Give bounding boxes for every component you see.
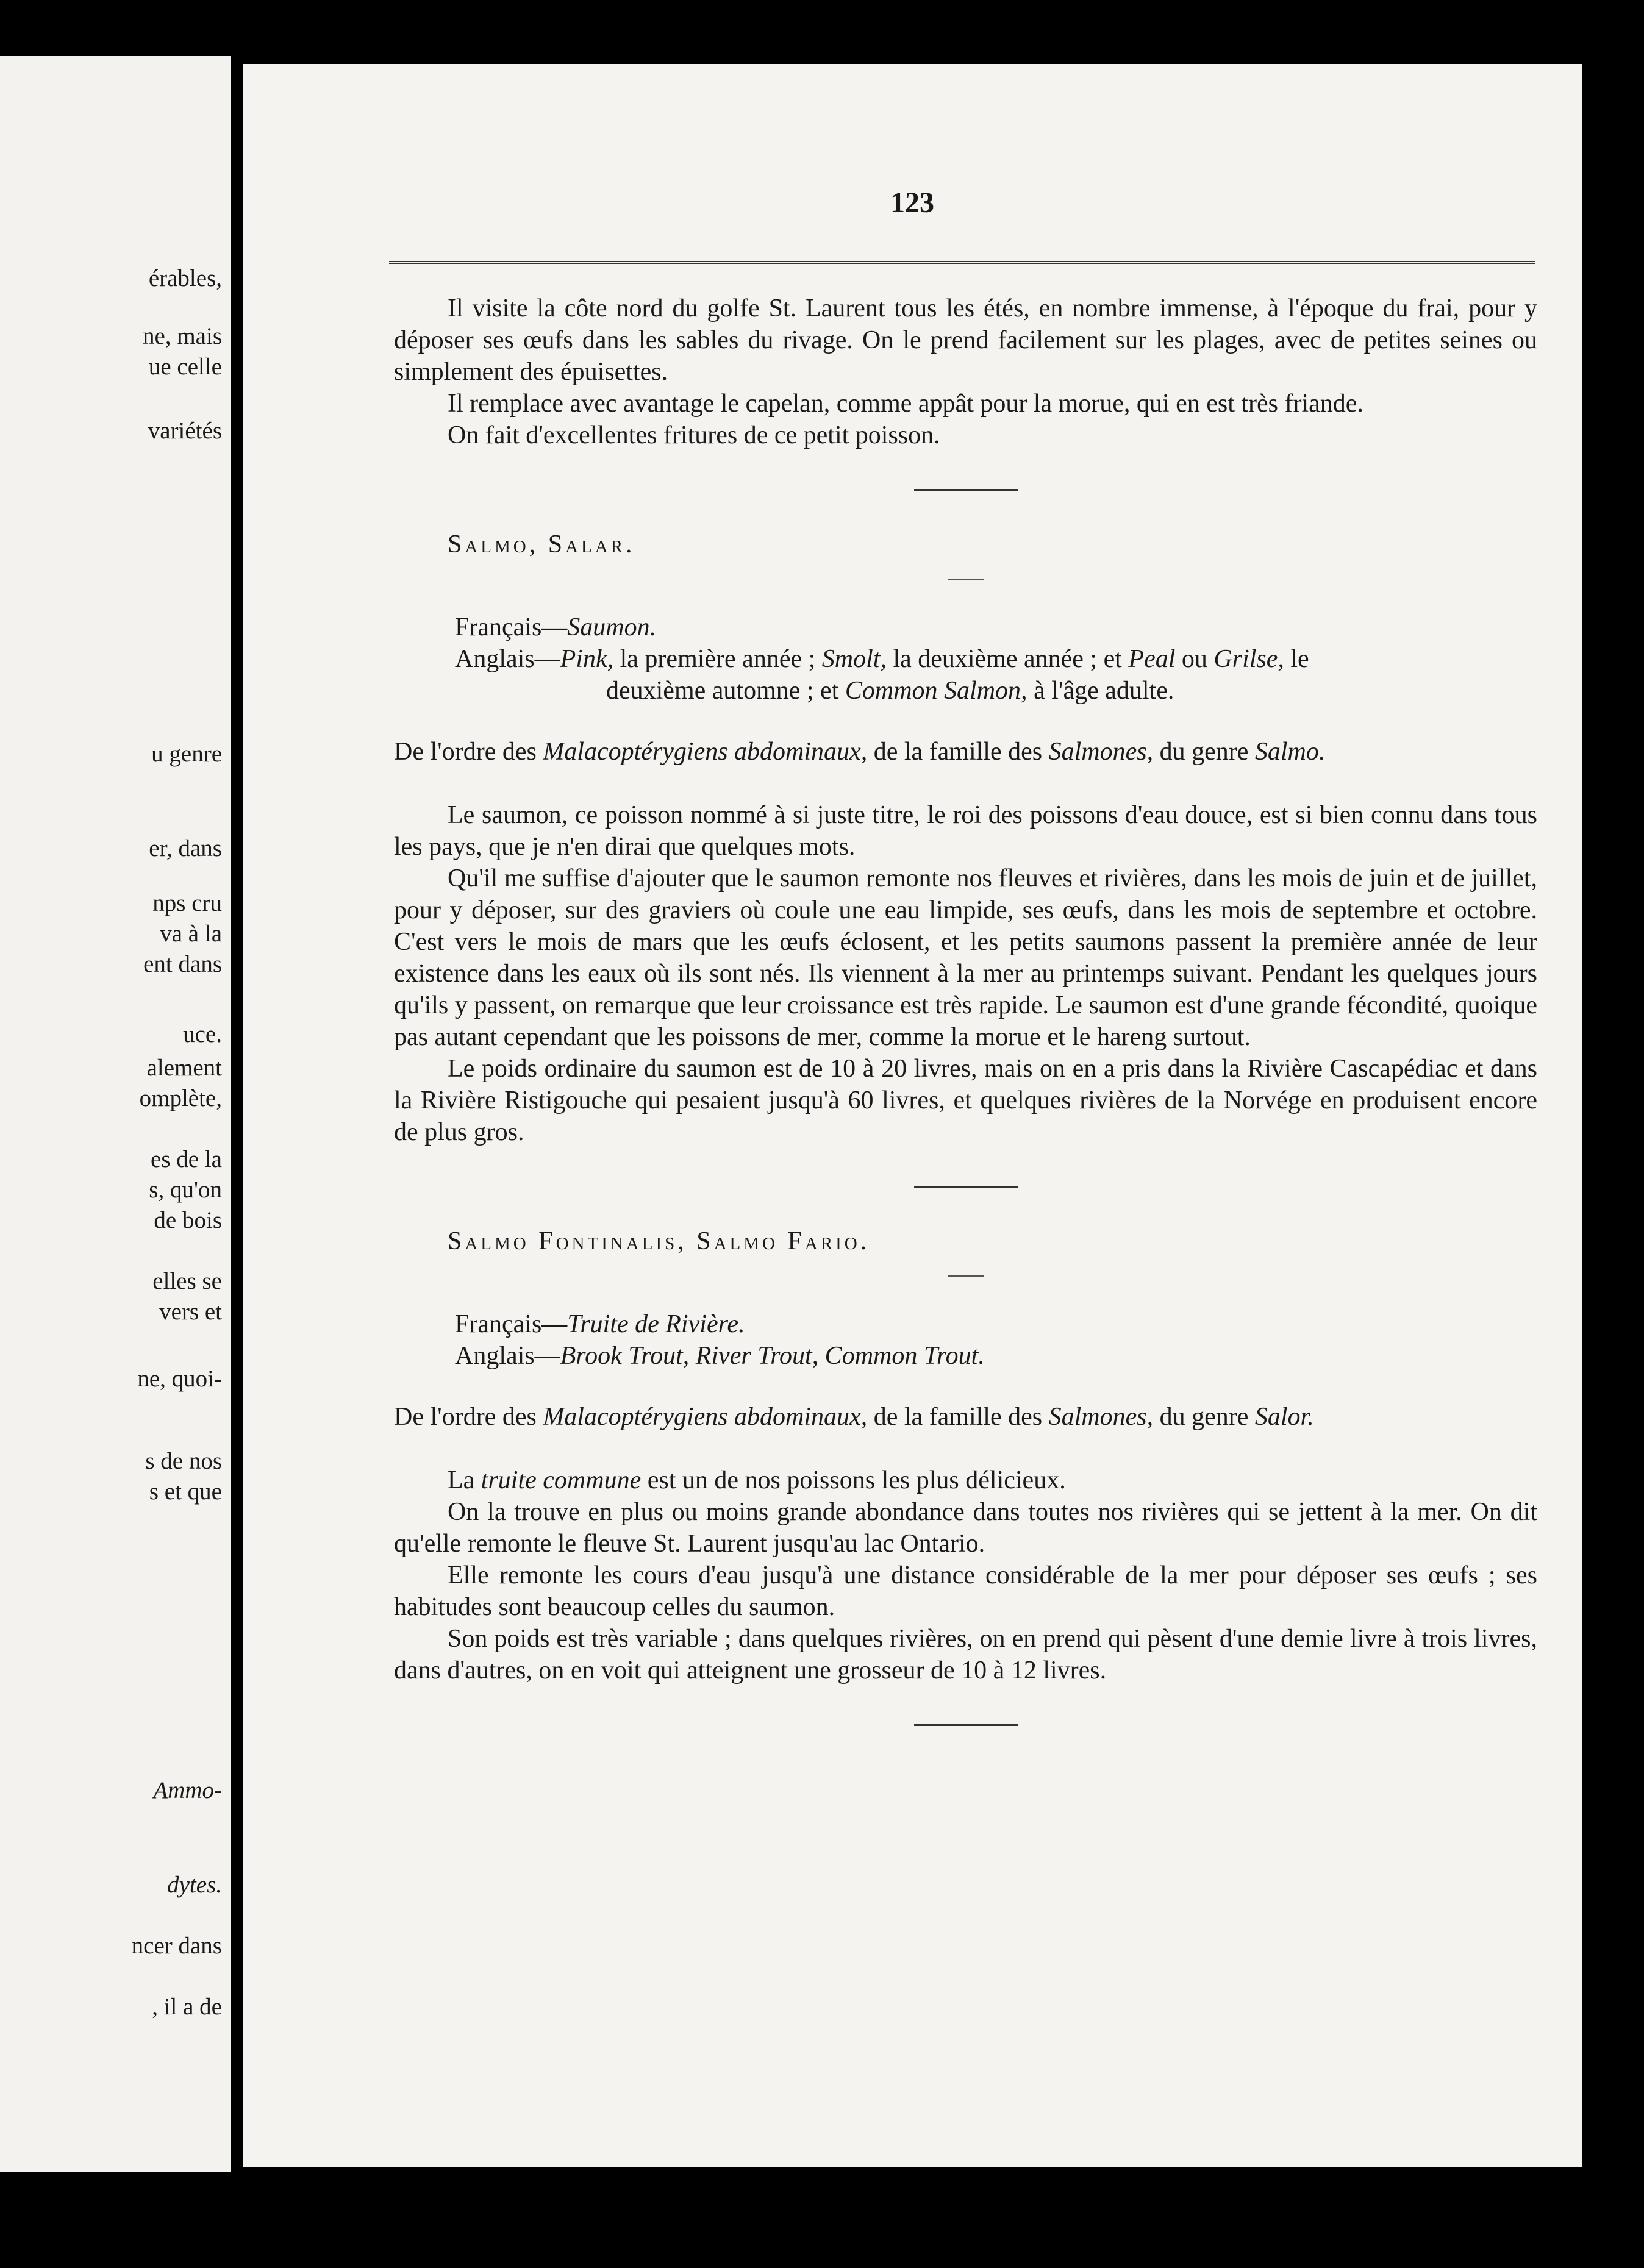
left-page-line: dytes. — [167, 1872, 222, 1898]
heading-separator — [948, 1275, 984, 1277]
trout-paragraph-3: Elle remonte les cours d'eau jusqu'à une distance considérable de la mer pour déposer ses œufs ; ses habitudes sont beaucoup celles du saumon. — [394, 1561, 1537, 1621]
left-page-line: omplète, — [139, 1085, 222, 1111]
left-page-line: er, dans — [149, 835, 222, 861]
french-name-row: Français—Saumon. — [455, 613, 657, 641]
english-name-row: Anglais—Pink, la première année ; Smolt, la deuxième année ; et Peal ou Grilse, le — [455, 645, 1309, 673]
trout-paragraph-2: On la trouve en plus ou moins grande abondance dans toutes nos rivières qui se jettent à la mer. On dit qu'elle remonte le fleuve St. Laurent jusqu'au lac Ontario. — [394, 1498, 1537, 1558]
left-page-line: s de nos — [145, 1448, 222, 1474]
intro-paragraph-1: Il visite la côte nord du golfe St. Laurent tous les étés, en nombre immense, à l'époque du frai, pour y déposer ses œufs dans les sables du rivage. On le prend facilement sur les plages, avec de petites seines ou simplement des épuisettes. — [394, 294, 1537, 386]
trout-paragraph-4: Son poids est très variable ; dans quelques rivières, on en prend qui pèsent d'une demie livre à trois livres, dans d'autres, on en voit qui atteignent une grosseur de 10 à 12 livres. — [394, 1625, 1537, 1685]
english-name-row: Anglais—Brook Trout, River Trout, Common Trout. — [455, 1342, 985, 1370]
left-page-line: ne, mais — [143, 323, 222, 349]
salmon-paragraph-2: Qu'il me suffise d'ajouter que le saumon remonte nos fleuves et rivières, dans les mois de juin et de juillet, pour y déposer, sur des graviers où coule une eau limpide, ses œufs, dans les mois de septembre et octobre. C'est vers le mois de mars que les œufs éclosent, et les petits saumons passent la première année de leur existence dans les eaux où ils sont nés. Ils viennent à la mer au printemps suivant. Pendant les quelques jours qu'ils y passent, on remarque que leur croissance est très rapide. Le saumon est d'une grande fécondité, quoique pas autant cependant que les poissons de mer, comme la morue et le hareng surtout. — [394, 865, 1537, 1051]
left-page-line: s, qu'on — [149, 1177, 222, 1203]
trout-paragraph-1: La truite commune est un de nos poissons les plus délicieux. — [448, 1466, 1066, 1494]
left-page-line: Ammo- — [153, 1777, 222, 1803]
left-page-line: variétés — [148, 418, 222, 444]
header-rule — [389, 261, 1535, 264]
page-number: 123 — [890, 187, 934, 219]
common-names-salmo-fontinalis — [394, 1308, 1537, 1372]
left-page-line: érables, — [148, 265, 222, 291]
english-name-continuation: deuxième automne ; et Common Salmon, à l'âge adulte. — [606, 677, 1174, 705]
heading-separator — [948, 579, 984, 580]
intro-paragraph-3: On fait d'excellentes fritures de ce petit poisson. — [448, 421, 940, 449]
intro-paragraph-2: Il remplace avec avantage le capelan, comme appât pour la morue, qui en est très friande. — [448, 390, 1363, 418]
left-page-line: nps cru — [152, 890, 222, 916]
left-page-line: alement — [146, 1055, 222, 1081]
right-page — [243, 64, 1582, 2167]
left-page-line: ne, quoi- — [137, 1366, 222, 1392]
section-separator — [914, 1186, 1018, 1188]
taxonomy-salmo-fontinalis: De l'ordre des Malacoptérygiens abdominaux, de la famille des Salmones, du genre Salor. — [394, 1403, 1314, 1431]
left-page-line: de bois — [154, 1207, 222, 1233]
left-page-rule — [0, 221, 98, 223]
french-name-row: Français—Truite de Rivière. — [455, 1310, 745, 1338]
section-heading-salmo-salar: Salmo, Salar. — [448, 530, 635, 558]
left-page-line: u genre — [151, 741, 222, 767]
salmon-paragraph-1: Le saumon, ce poisson nommé à si juste titre, le roi des poissons d'eau douce, est si bien connu dans tous les pays, que je n'en dirai que quelques mots. — [394, 801, 1537, 861]
section-separator — [914, 1724, 1018, 1726]
taxonomy-salmo-salar: De l'ordre des Malacoptérygiens abdominaux, de la famille des Salmones, du genre Salmo. — [394, 738, 1326, 766]
page-content — [394, 293, 1537, 1764]
left-page-line: ue celle — [148, 354, 222, 380]
common-names-salmo-salar — [394, 612, 1537, 707]
left-page-line: s et que — [149, 1478, 222, 1505]
section-separator — [914, 489, 1018, 491]
left-page-line: ent dans — [143, 951, 222, 977]
left-page-line: es de la — [151, 1146, 222, 1172]
section-heading-salmo-fontinalis: Salmo Fontinalis, Salmo Fario. — [448, 1227, 870, 1255]
left-page-line: elles se — [152, 1268, 222, 1294]
salmon-paragraph-3: Le poids ordinaire du saumon est de 10 à 20 livres, mais on en a pris dans la Rivière Cascapédiac et dans la Rivière Ristigouche qui pesaient jusqu'à 60 livres, et quelques rivières de la Norvége en produisent encore de plus gros. — [394, 1055, 1537, 1146]
left-page-fragment — [0, 56, 231, 2172]
left-page-line: , il a de — [152, 1994, 222, 2020]
left-page-line: ncer dans — [131, 1933, 222, 1959]
left-page-line: uce. — [183, 1021, 222, 1047]
left-page-line: va à la — [160, 921, 222, 947]
left-page-line: vers et — [159, 1299, 222, 1325]
